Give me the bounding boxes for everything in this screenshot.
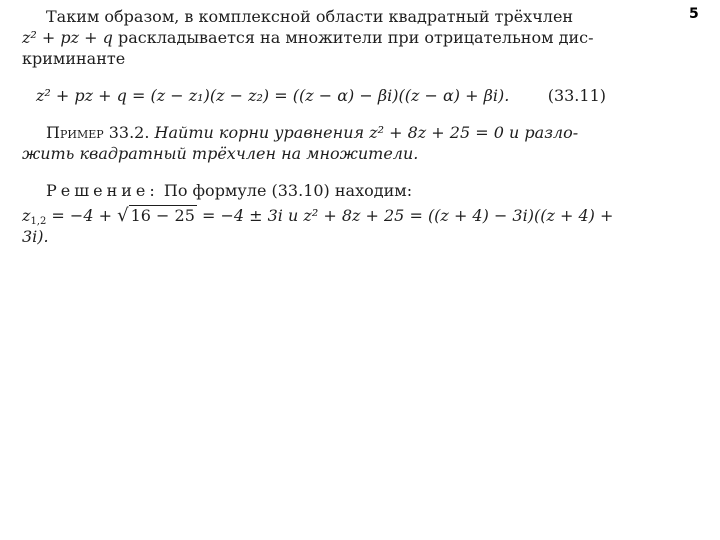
example-formula: z² + 8z + 25 = 0 <box>369 123 504 142</box>
equation-33-11 <box>36 85 606 107</box>
inline-formula: z² + pz + q <box>22 28 113 47</box>
page-number: 5 <box>689 6 699 22</box>
equation-number: (33.11) <box>547 86 606 105</box>
paragraph-intro <box>22 6 618 69</box>
paragraph-line: Таким образом, в комплексной области квадратный трёхчлен <box>46 7 574 26</box>
equation-expression: z² + pz + q = (z − z₁)(z − z₂) = ((z − α) − βi)((z − α) + βi). <box>36 86 510 105</box>
example-line <box>22 122 618 143</box>
subscript: 1,2 <box>30 216 47 227</box>
variable-z: z <box>22 206 31 225</box>
solution-formula <box>22 205 618 247</box>
square-root <box>117 205 197 226</box>
solution-line <box>22 180 618 201</box>
solution-intro: По формуле (33.10) находим: <box>163 181 413 200</box>
sqrt-sign-icon: √ <box>117 205 129 226</box>
radicand: 16 − 25 <box>130 206 195 225</box>
example-label: Пример 33.2. <box>46 123 150 142</box>
example-block <box>22 122 618 164</box>
solution-label: Решение: <box>46 181 159 200</box>
solution-block <box>22 180 618 247</box>
paragraph-text: раскладывается на множители при отрицательном дис- <box>118 28 594 47</box>
paragraph-line: криминанте <box>22 49 126 68</box>
example-text: Найти корни уравнения <box>154 123 365 142</box>
formula-part: = −4 ± 3i и z² + 8z + 25 = ((z + 4) − 3i)((z + 4) + 3i). <box>22 206 614 246</box>
formula-part: = −4 + <box>46 206 118 225</box>
example-text: и разло- <box>509 123 579 142</box>
paragraph-line <box>22 27 618 48</box>
example-line: жить квадратный трёхчлен на множители. <box>22 144 419 163</box>
